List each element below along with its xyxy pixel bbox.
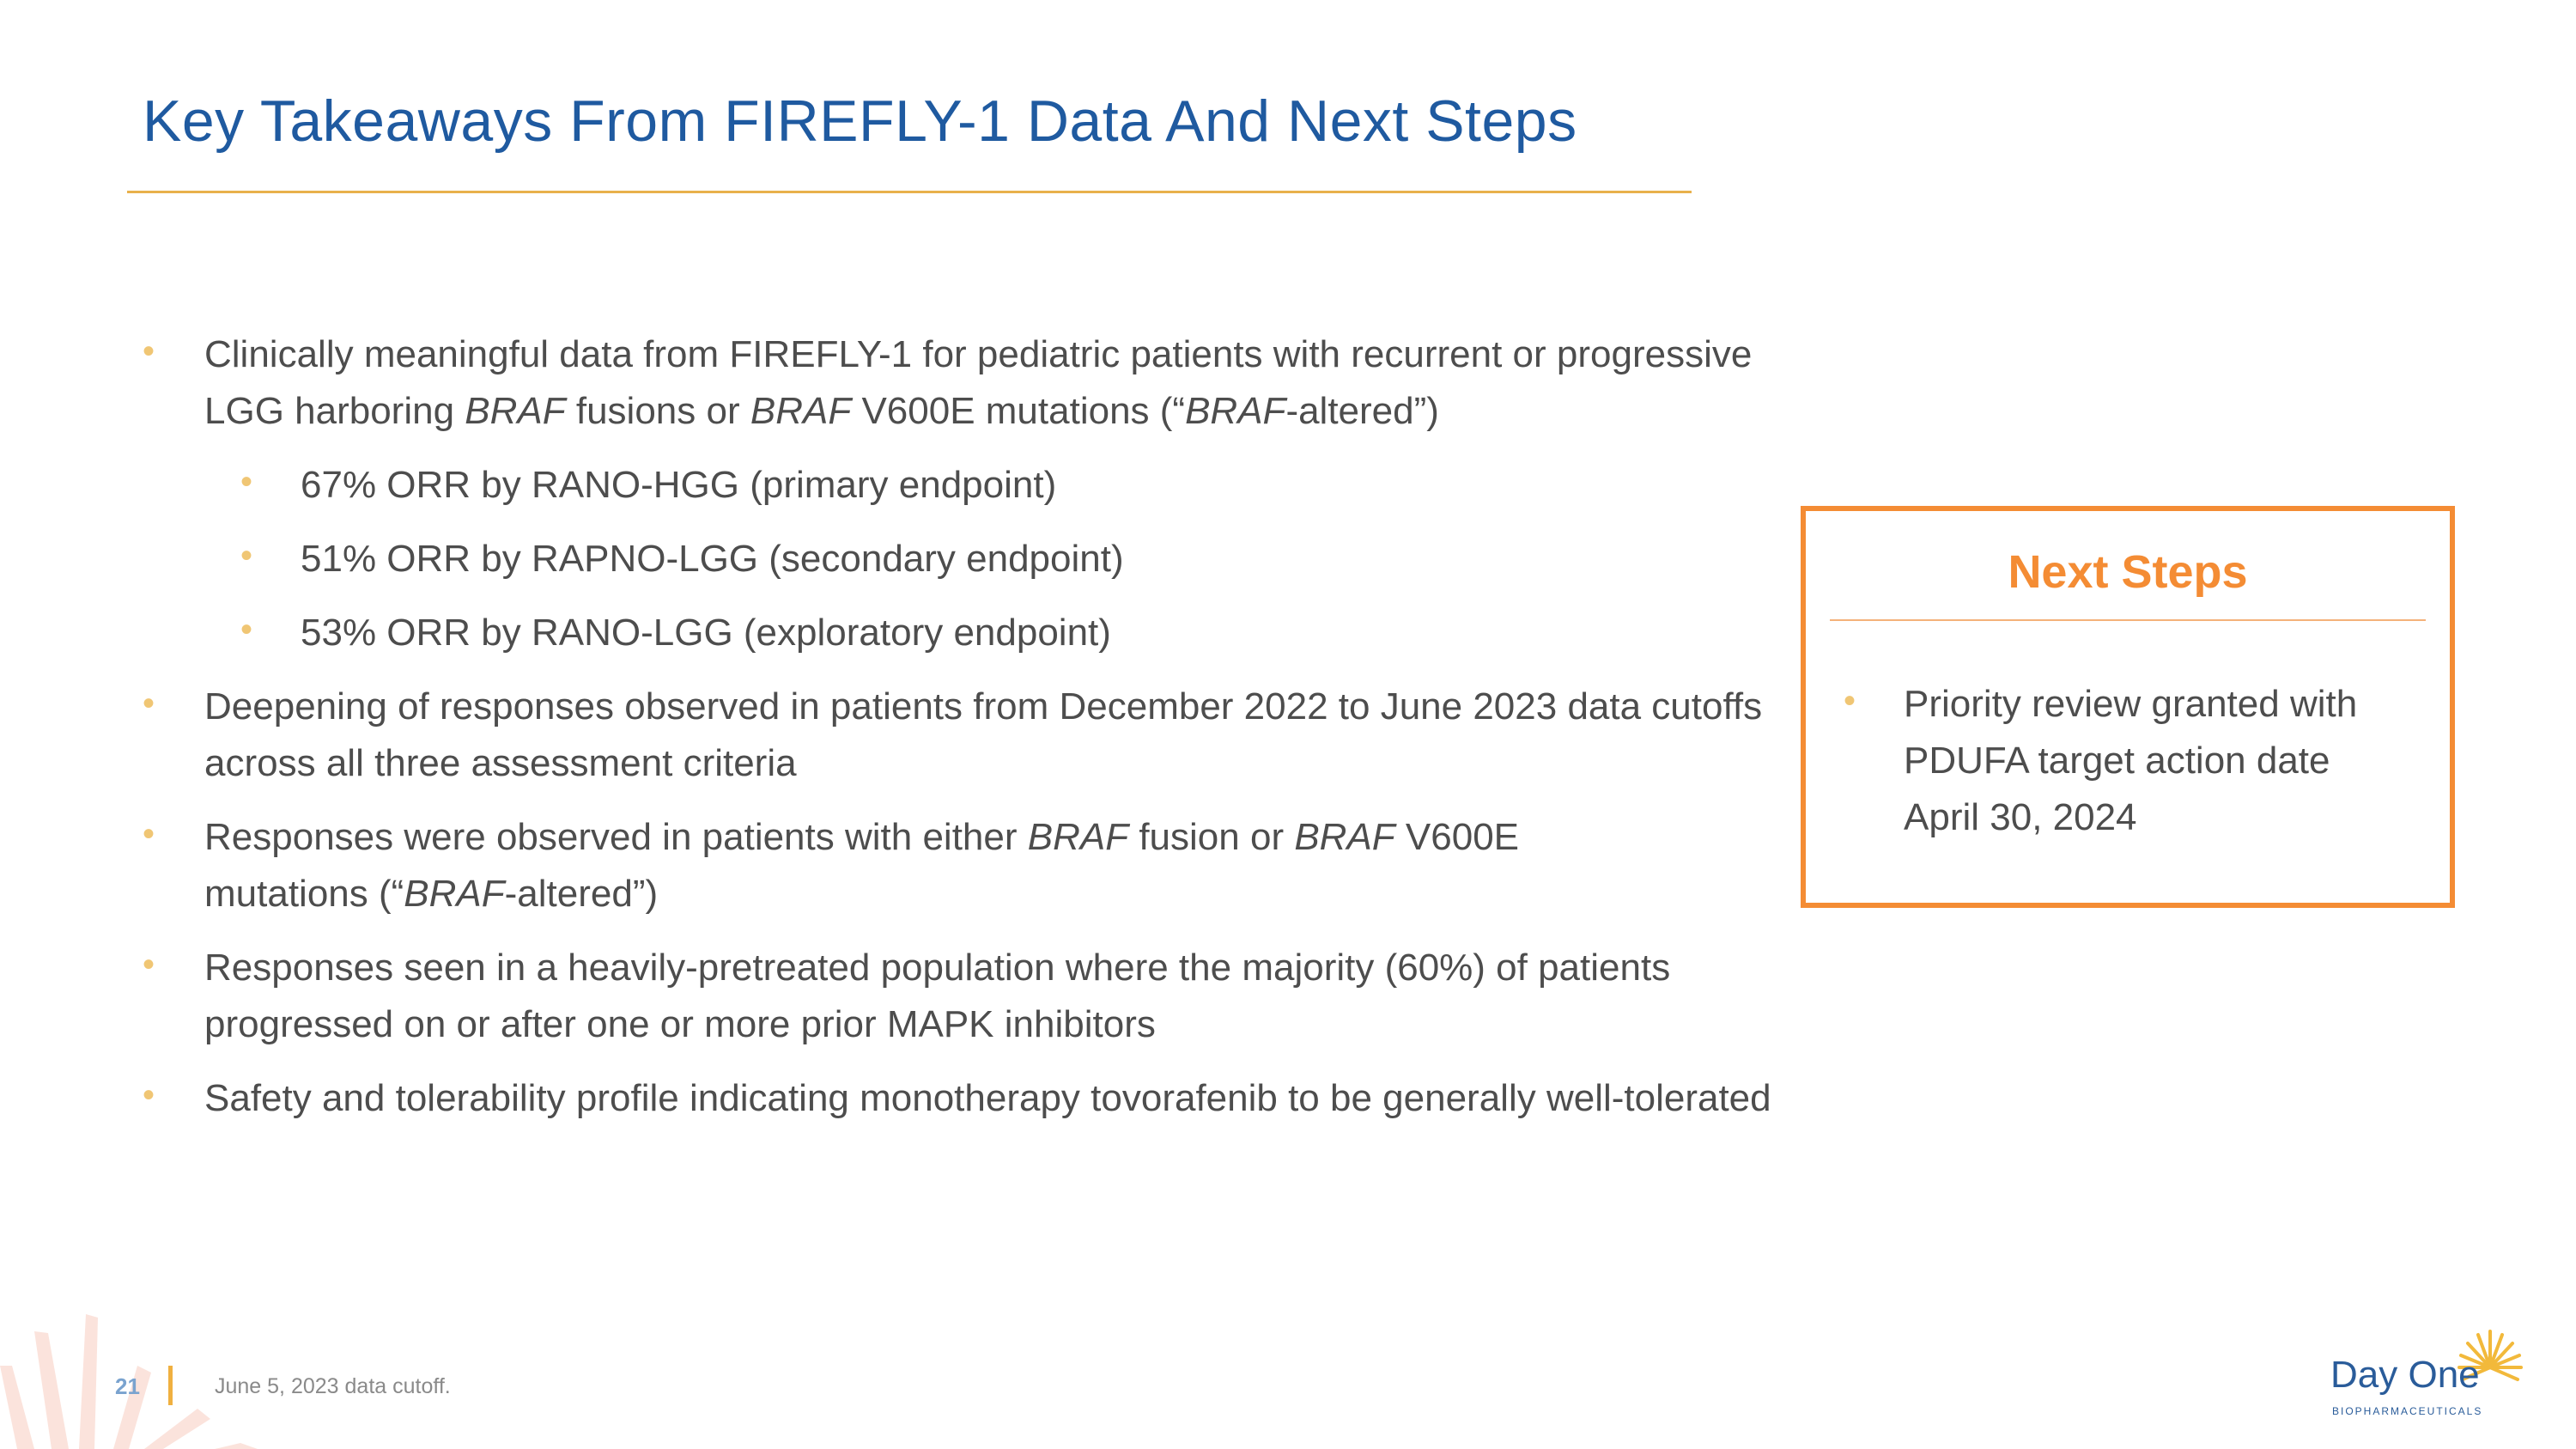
page-number: 21 bbox=[115, 1373, 140, 1399]
logo-tagline: BIOPHARMACEUTICALS bbox=[2332, 1405, 2483, 1417]
footer-divider bbox=[168, 1366, 173, 1405]
bullet-icon: • bbox=[240, 463, 253, 501]
takeaway-item: • Safety and tolerability profile indicating monotherapy tovorafenib to be generally well-tolerated bbox=[143, 1070, 1819, 1127]
bullet-icon: • bbox=[240, 611, 253, 648]
next-steps-box bbox=[1801, 506, 2455, 908]
bullet-icon: • bbox=[240, 537, 253, 575]
takeaway-subitem: • 51% ORR by RAPNO-LGG (secondary endpoint) bbox=[143, 531, 1774, 588]
company-logo bbox=[2318, 1323, 2533, 1426]
takeaway-item: • Clinically meaningful data from FIREFLY-1 for pediatric patients with recurrent or progressive LGG harboring BRAF fusions or BRAF V600E mutations (“BRAF-altered”) bbox=[143, 326, 1774, 440]
bullet-icon: • bbox=[143, 1076, 155, 1114]
bullet-icon: • bbox=[143, 332, 155, 370]
bullet-icon: • bbox=[143, 815, 155, 853]
bullet-icon: • bbox=[143, 685, 155, 722]
takeaway-subitem: • 67% ORR by RANO-HGG (primary endpoint) bbox=[143, 457, 1774, 514]
takeaway-item: • Responses were observed in patients with either BRAF fusion or BRAF V600E mutations (“BRAF-altered”) bbox=[143, 809, 1664, 922]
bullet-icon: • bbox=[143, 946, 155, 983]
bullet-icon: • bbox=[1844, 682, 1856, 720]
title-divider bbox=[127, 191, 1692, 193]
logo-name: Day One bbox=[2330, 1354, 2480, 1396]
takeaways-list bbox=[143, 326, 1774, 1144]
takeaway-item: • Deepening of responses observed in patients from December 2022 to June 2023 data cutoffs across all three assessment criteria bbox=[143, 679, 1774, 792]
takeaway-subitem: • 53% ORR by RANO-LGG (exploratory endpoint) bbox=[143, 605, 1774, 661]
next-steps-item: • Priority review granted with PDUFA target action date April 30, 2024 bbox=[1844, 676, 2427, 846]
takeaway-item: • Responses seen in a heavily-pretreated population where the majority (60%) of patients progressed on or after one or more prior MAPK inhibitors bbox=[143, 940, 1750, 1053]
next-steps-title: Next Steps bbox=[2008, 546, 2248, 598]
next-steps-divider bbox=[1830, 619, 2426, 621]
footnote: June 5, 2023 data cutoff. bbox=[215, 1374, 451, 1398]
slide-title: Key Takeaways From FIREFLY-1 Data And Next Steps bbox=[143, 88, 1577, 154]
